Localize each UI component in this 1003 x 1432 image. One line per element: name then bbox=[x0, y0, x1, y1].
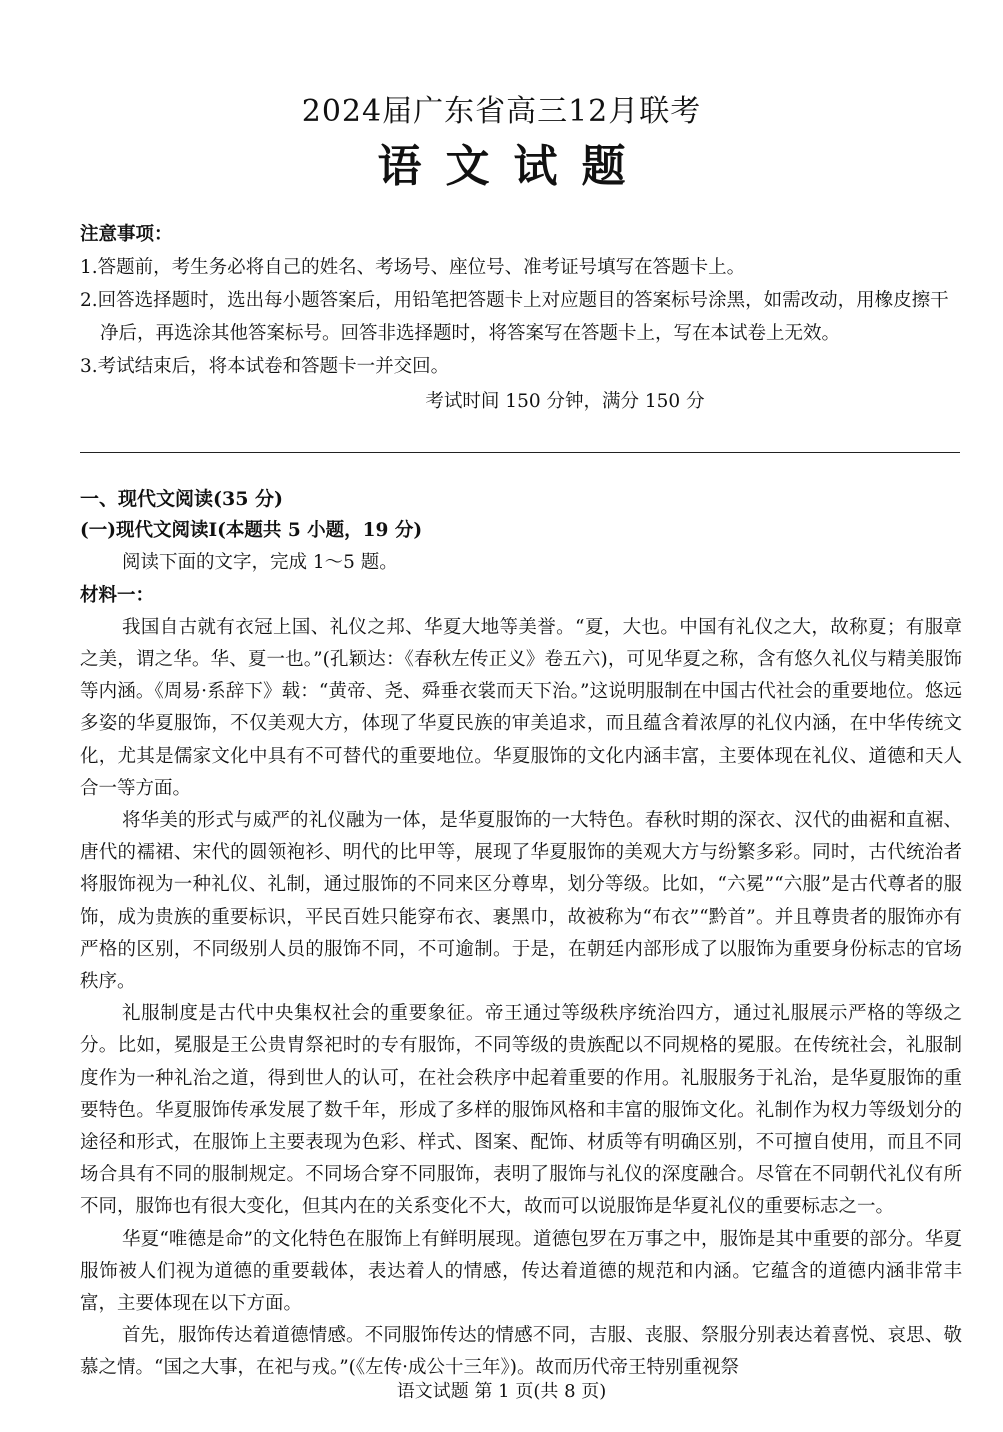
subject-title: 语文试题 bbox=[377, 141, 650, 192]
section-instruction: 阅读下面的文字，完成 1～5 题。 bbox=[122, 552, 398, 574]
exam-time-line: 考试时间 150 分钟，满分 150 分 bbox=[425, 391, 705, 412]
section-subtitle: (一)现代文阅读Ⅰ(本题共 5 小题，19 分) bbox=[80, 520, 423, 542]
notes-block bbox=[80, 218, 960, 418]
paragraph-1: 我国自古就有衣冠上国、礼仪之邦、华夏大地等美誉。“夏，大也。中国有礼仪之大，故称夏；有服章之美，谓之华。华、夏一也。”(孔颖达：《春秋左传正义》卷五六)，可见华夏之称，含有悠久礼仪与精美服饰等内涵。《周易·系辞下》载：“黄帝、尧、舜垂衣裳而天下治。”这说明服制在中国古代社会的重要地位。悠远多姿的华夏服饰，不仅美观大方，体现了华夏民族的审美追求，而且蕴含着浓厚的礼仪内涵，在中华传统文化，尤其是儒家文化中具有不可替代的重要地位。华夏服饰的文化内涵丰富，主要体现在礼仪、道德和天人合一等方面。 bbox=[80, 616, 962, 799]
paragraph-5: 首先，服饰传达着道德情感。不同服饰传达的情感不同，吉服、丧服、祭服分别表达着喜悦、哀思、敬慕之情。“国之大事，在祀与戎。”(《左传·成公十三年》)。故而历代帝王特别重视祭 bbox=[80, 1325, 962, 1379]
paragraph-3: 礼服制度是古代中央集权社会的重要象征。帝王通过等级秩序统治四方，通过礼服展示严格的等级之分。比如，冕服是王公贵胄祭祀时的专有服饰，不同等级的贵族配以不同规格的冕服。在传统社会，礼服制度作为一种礼治之道，得到世人的认可，在社会秩序中起着重要的作用。礼服服务于礼治，是华夏服饰的重要特色。华夏服饰传承发展了数千年，形成了多样的服饰风格和丰富的服饰文化。礼制作为权力等级划分的途径和形式，在服饰上主要表现为色彩、样式、图案、配饰、材质等有明确区别，不可擅自使用，而且不同场合具有不同的服制规定。不同场合穿不同服饰，表明了服饰与礼仪的深度融合。尽管在不同朝代礼仪有所不同，服饰也有很大变化，但其内在的关系变化不大，故而可以说服饰是华夏礼仪的重要标志之一。 bbox=[80, 1003, 962, 1218]
note-item-1: 1.答题前，考生务必将自己的姓名、考场号、座位号、准考证号填写在答题卡上。 bbox=[80, 257, 746, 278]
reading-section bbox=[80, 483, 962, 1385]
paragraph-4: 华夏“唯德是命”的文化特色在服饰上有鲜明展现。道德包罗在万事之中，服饰是其中重要的部分。华夏服饰被人们视为道德的重要载体，表达着人的情感，传达着道德的规范和内涵。它蕴含的道德内涵非常丰富，主要体现在以下方面。 bbox=[80, 1228, 962, 1315]
exam-title: 2024届广东省高三12月联考 bbox=[301, 94, 702, 129]
divider bbox=[80, 452, 960, 453]
page-footer: 语文试题 第 1 页(共 8 页) bbox=[396, 1381, 607, 1402]
note-item-2: 2.回答选择题时，选出每小题答案后，用铅笔把答题卡上对应题目的答案标号涂黑，如需改动，用橡皮擦干净后，再选涂其他答案标号。回答非选择题时，将答案写在答题卡上，写在本试卷上无效。 bbox=[80, 290, 949, 344]
paragraph-2: 将华美的形式与威严的礼仪融为一体，是华夏服饰的一大特色。春秋时期的深衣、汉代的曲裾和直裾、唐代的襦裙、宋代的圆领袍衫、明代的比甲等，展现了华夏服饰的美观大方与纷繁多彩。同时，古代统治者将服饰视为一种礼仪、礼制，通过服饰的不同来区分尊卑，划分等级。比如，“六冕”“六服”是古代尊者的服饰，成为贵族的重要标识，平民百姓只能穿布衣、裹黑巾，故被称为“布衣”“黔首”。并且尊贵者的服饰亦有严格的区别，不同级别人员的服饰不同，不可逾制。于是，在朝廷内部形成了以服饰为重要身份标志的官场秩序。 bbox=[80, 810, 962, 993]
note-item-3: 3.考试结束后，将本试卷和答题卡一并交回。 bbox=[80, 356, 450, 377]
notes-heading: 注意事项： bbox=[80, 224, 173, 245]
section-title: 一、现代文阅读(35 分) bbox=[80, 488, 284, 510]
material-label: 材料一： bbox=[80, 584, 155, 606]
